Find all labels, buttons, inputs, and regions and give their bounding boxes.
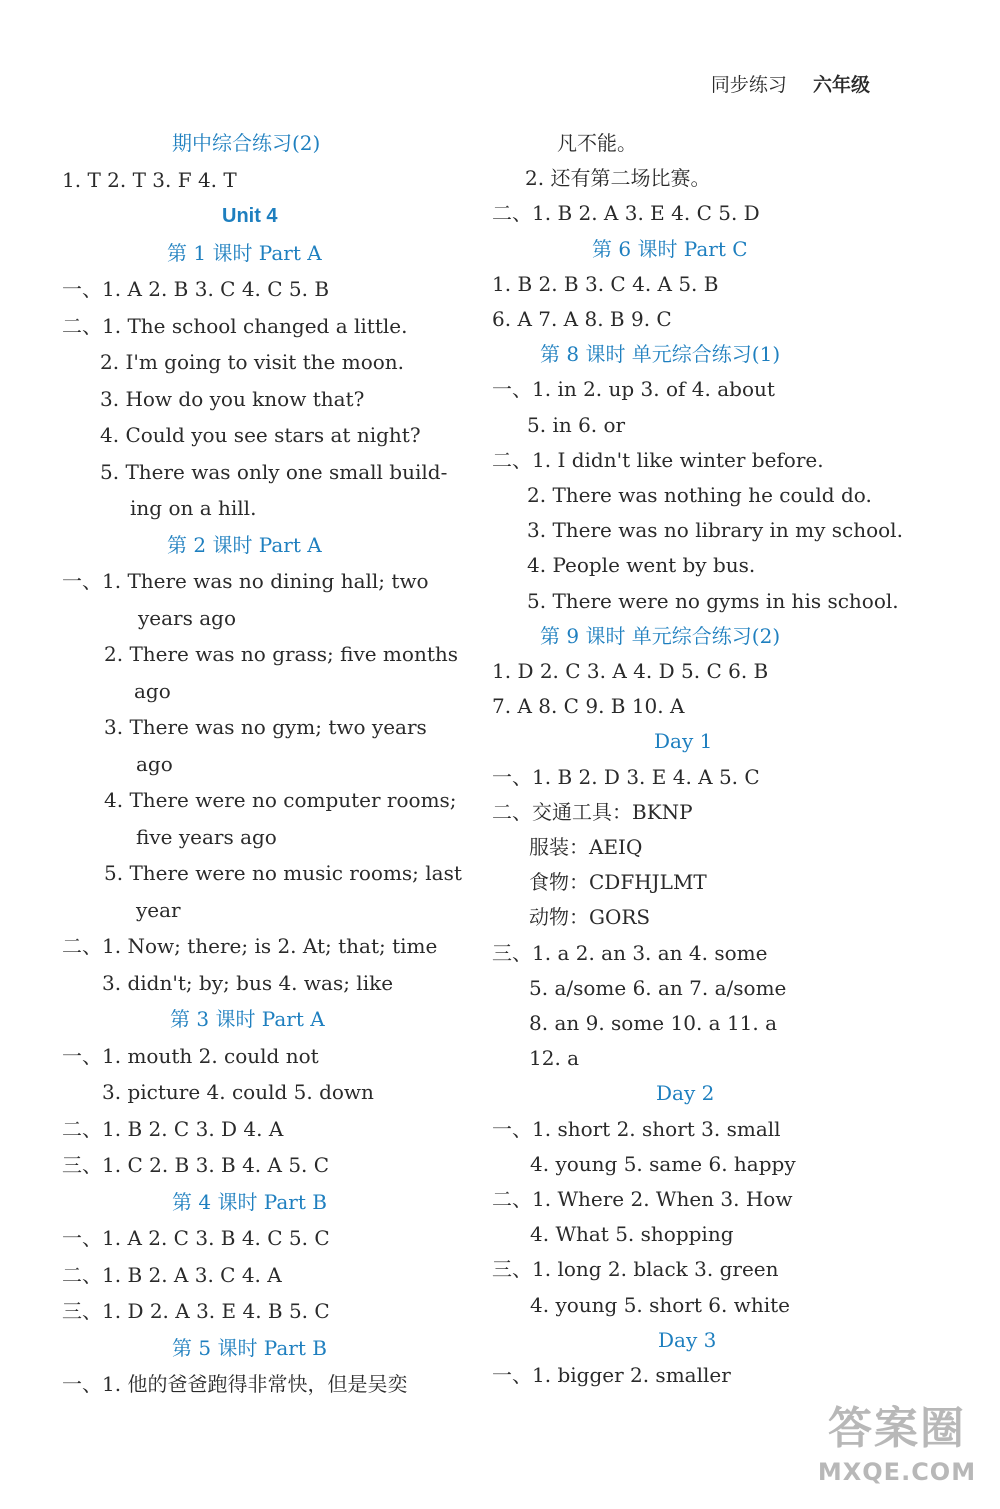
section-heading: 第 9 课时 单元综合练习(2) — [540, 623, 781, 648]
answer-line: 2. 还有第二场比赛。 — [525, 166, 711, 191]
section-heading: 第 2 课时 Part A — [167, 532, 322, 557]
answer-line: 4. There were no computer rooms; — [104, 788, 457, 812]
answer-line: 3. How do you know that? — [100, 386, 365, 411]
answer-line: 一、1. mouth 2. could not — [62, 1043, 319, 1068]
answer-line: 3. There was no gym; two years — [104, 715, 427, 739]
page-header — [711, 70, 870, 97]
answer-line: ing on a hill. — [130, 496, 257, 520]
section-heading: Day 2 — [656, 1081, 715, 1106]
answer-line: 2. There was no grass; five months — [104, 642, 459, 666]
header-series: 同步练习 — [710, 74, 787, 96]
answer-line: 一、1. in 2. up 3. of 4. about — [492, 377, 775, 402]
answer-line: 2. I'm going to visit the moon. — [100, 350, 405, 374]
answer-line: 4. young 5. same 6. happy — [530, 1151, 796, 1176]
section-heading: 第 8 课时 单元综合练习(1) — [540, 342, 781, 367]
answer-line: 1. D 2. C 3. A 4. D 5. C 6. B — [492, 659, 769, 683]
answer-line: 7. A 8. C 9. B 10. A — [492, 694, 685, 719]
section-heading: 第 4 课时 Part B — [172, 1189, 327, 1214]
answer-line: 1. T 2. T 3. F 4. T — [62, 167, 237, 192]
answer-line: 二、1. I didn't like winter before. — [492, 447, 824, 472]
answer-line: years ago — [138, 605, 237, 630]
answer-line: 二、1. Now; there; is 2. At; that; time — [62, 934, 438, 958]
answer-line: 一、1. A 2. B 3. C 4. C 5. B — [62, 277, 330, 301]
answer-line: 1. B 2. B 3. C 4. A 5. B — [492, 271, 719, 296]
watermark-bottom: MXQE.COM — [817, 1458, 977, 1486]
answer-line: ago — [136, 751, 173, 776]
answer-line: 5. a/some 6. an 7. a/some — [529, 975, 787, 1000]
answer-line: 5. in 6. or — [527, 412, 626, 437]
section-heading: Unit 4 — [222, 205, 278, 227]
section-heading: 第 1 课时 Part A — [167, 240, 322, 265]
answer-line: 一、1. short 2. short 3. small — [492, 1116, 781, 1141]
answer-line: 4. Could you see stars at night? — [100, 423, 421, 447]
answer-line: 12. a — [529, 1046, 580, 1071]
answer-line: 4. young 5. short 6. white — [530, 1292, 790, 1317]
answer-line: 一、1. B 2. D 3. E 4. A 5. C — [492, 764, 760, 789]
section-heading: 期中综合练习(2) — [172, 131, 321, 155]
answer-line: 二、交通工具：BKNP — [492, 799, 693, 824]
answer-line: 2. There was nothing he could do. — [527, 483, 872, 507]
watermark-top: 答案圈 — [828, 1403, 966, 1454]
answer-line: 服装：AEIQ — [529, 835, 643, 859]
section-heading: Day 1 — [654, 729, 713, 754]
answer-line: 凡不能。 — [557, 131, 637, 155]
answer-line: 3. picture 4. could 5. down — [102, 1080, 374, 1104]
section-heading: 第 3 课时 Part A — [170, 1007, 325, 1031]
section-heading: Day 3 — [658, 1327, 717, 1352]
answer-line: 4. What 5. shopping — [530, 1222, 734, 1247]
answer-line: 二、1. B 2. C 3. D 4. A — [62, 1116, 284, 1141]
answer-line: 二、1. B 2. A 3. C 4. A — [62, 1262, 282, 1287]
answer-line: 一、1. There was no dining hall; two — [62, 569, 429, 593]
answer-line: 一、1. bigger 2. smaller — [492, 1363, 731, 1387]
answer-line: 5. There were no music rooms; last — [104, 861, 462, 885]
answer-line: 二、1. B 2. A 3. E 4. C 5. D — [492, 201, 760, 226]
answer-line: 三、1. C 2. B 3. B 4. A 5. C — [62, 1153, 330, 1177]
answer-line: 3. didn't; by; bus 4. was; like — [102, 970, 394, 995]
answer-line: 8. an 9. some 10. a 11. a — [529, 1011, 778, 1035]
answer-line: 二、1. The school changed a little. — [62, 313, 408, 338]
answer-line: 三、1. a 2. an 3. an 4. some — [492, 940, 768, 965]
answer-line: 一、1. A 2. C 3. B 4. C 5. C — [62, 1226, 330, 1250]
answer-line: 3. There was no library in my school. — [527, 518, 903, 543]
answer-line: 动物：GORS — [529, 905, 651, 930]
answer-line: 4. People went by bus. — [527, 553, 756, 578]
answer-line: ago — [134, 678, 171, 703]
header-grade: 六年级 — [812, 74, 870, 96]
watermark-logo — [802, 1401, 992, 1501]
answer-line: 二、1. Where 2. When 3. How — [492, 1187, 793, 1211]
section-heading: 第 5 课时 Part B — [172, 1335, 327, 1360]
answer-line: 三、1. long 2. black 3. green — [492, 1257, 779, 1282]
answer-line: 一、1. 他的爸爸跑得非常快，但是吴奕 — [62, 1372, 408, 1396]
section-heading: 第 6 课时 Part C — [592, 236, 748, 261]
answer-line: 三、1. D 2. A 3. E 4. B 5. C — [62, 1299, 330, 1323]
answer-line: 5. There were no gyms in his school. — [527, 588, 899, 613]
answer-line: 5. There was only one small build- — [100, 459, 448, 484]
answer-line: 6. A 7. A 8. B 9. C — [492, 307, 672, 331]
answer-line: five years ago — [136, 824, 277, 849]
answer-line: year — [136, 897, 181, 922]
answer-line: 食物：CDFHJLMT — [529, 870, 707, 895]
